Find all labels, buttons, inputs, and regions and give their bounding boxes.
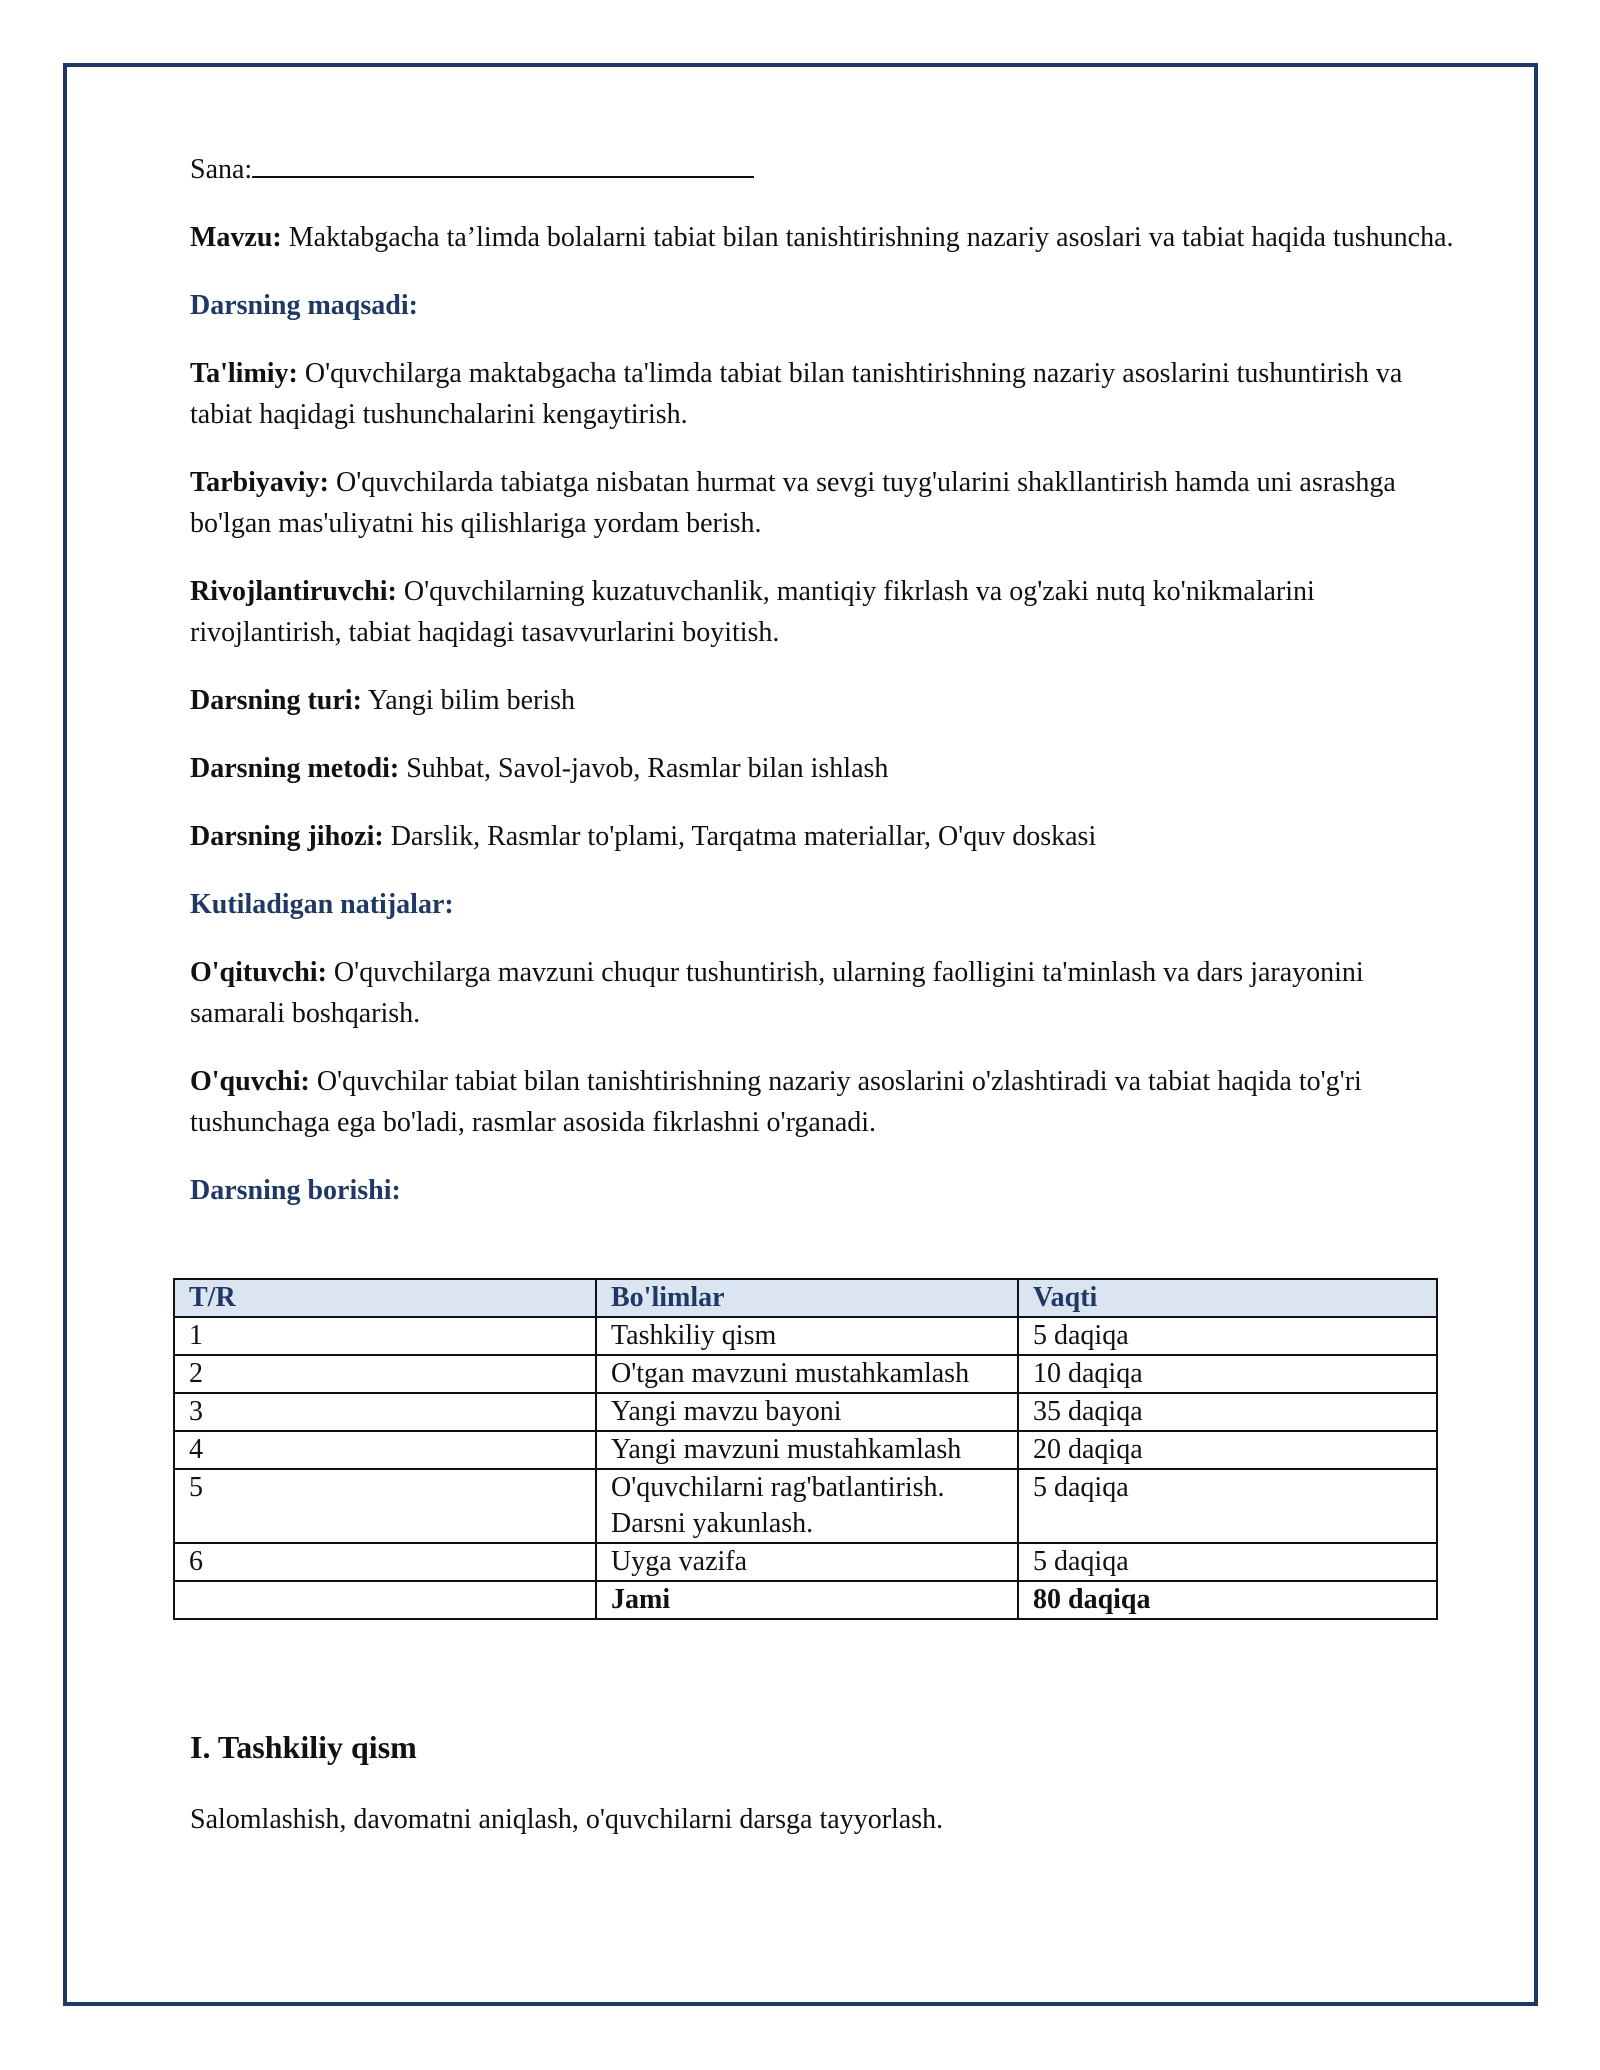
header-time: Vaqti xyxy=(1018,1279,1437,1317)
table-cell: 3 xyxy=(174,1393,596,1431)
table-header-row xyxy=(174,1279,1437,1317)
result-teacher-text: O'quvchilarga mavzuni chuqur tushuntirish, ularning faolligini ta'minlash va dars jarayonini samarali boshqarish. xyxy=(190,957,1364,1029)
table-row xyxy=(174,1393,1437,1431)
table-cell: Yangi mavzu bayoni xyxy=(596,1393,1018,1431)
goal-upbringing-text: O'quvchilarda tabiatga nisbatan hurmat va sevgi tuyg'ularini shakllantirish hamda uni asrashga bo'lgan mas'uliyatni his qilishlariga yordam berish. xyxy=(190,467,1396,539)
section-heading: I. Tashkiliy qism xyxy=(190,1729,417,1765)
result-teacher-label: O'qituvchi: xyxy=(190,957,327,988)
table-cell xyxy=(174,1581,596,1619)
lesson-method-label: Darsning metodi: xyxy=(190,753,400,784)
result-teacher xyxy=(190,952,1460,1034)
topic-label: Mavzu: xyxy=(190,222,282,253)
results-heading: Kutiladigan natijalar: xyxy=(190,889,454,920)
table-row xyxy=(174,1469,1437,1543)
goal-upbringing-label: Tarbiyaviy: xyxy=(190,467,329,498)
table-cell: 4 xyxy=(174,1431,596,1469)
table-cell: 20 daqiqa xyxy=(1018,1431,1437,1469)
table-cell: 5 xyxy=(174,1469,596,1543)
goal-upbringing xyxy=(190,462,1460,544)
date-blank xyxy=(252,148,754,178)
lesson-equipment xyxy=(190,816,1460,857)
lesson-type xyxy=(190,680,1460,721)
lesson-type-text: Yangi bilim berish xyxy=(361,685,576,716)
goal-developmental-label: Rivojlantiruvchi: xyxy=(190,576,397,607)
table-cell: 2 xyxy=(174,1355,596,1393)
result-student xyxy=(190,1061,1460,1143)
table-cell: O'quvchilarni rag'batlantirish. Darsni yakunlash. xyxy=(596,1469,1018,1543)
goal-educational-text: O'quvchilarga maktabgacha ta'limda tabiat bilan tanishtirishning nazariy asoslarini tushuntirish va tabiat haqidagi tushunchalarini kengaytirish. xyxy=(190,358,1403,430)
table-cell: Tashkiliy qism xyxy=(596,1317,1018,1355)
lesson-plan-body xyxy=(190,148,1460,1211)
table-cell: 35 daqiqa xyxy=(1018,1393,1437,1431)
goal-developmental-text: O'quvchilarning kuzatuvchanlik, mantiqiy fikrlash va og'zaki nutq ko'nikmalarini rivojlantirish, tabiat haqidagi tasavvurlarini boyitish. xyxy=(190,576,1315,648)
section-text: Salomlashish, davomatni aniqlash, o'quvchilarni darsga tayyorlash. xyxy=(190,1804,944,1835)
header-sections: Bo'limlar xyxy=(596,1279,1018,1317)
table-cell: Yangi mavzuni mustahkamlash xyxy=(596,1431,1018,1469)
goals-heading: Darsning maqsadi: xyxy=(190,290,418,321)
table-cell: 6 xyxy=(174,1543,596,1581)
goal-educational-label: Ta'limiy: xyxy=(190,358,298,389)
total-label: Jami xyxy=(596,1581,1018,1619)
table-cell: 5 daqiqa xyxy=(1018,1469,1437,1543)
table-cell: 1 xyxy=(174,1317,596,1355)
table-row xyxy=(174,1543,1437,1581)
goal-educational xyxy=(190,353,1460,435)
lesson-equipment-label: Darsning jihozi: xyxy=(190,821,384,852)
lesson-method-text: Suhbat, Savol-javob, Rasmlar bilan ishlash xyxy=(399,753,889,784)
goal-developmental xyxy=(190,571,1460,653)
topic xyxy=(190,217,1460,258)
table-cell: 5 daqiqa xyxy=(1018,1317,1437,1355)
table-total-row xyxy=(174,1581,1437,1619)
table-row xyxy=(174,1355,1437,1393)
topic-text: Maktabgacha ta’limda bolalarni tabiat bilan tanishtirishning nazariy asoslari va tabiat haqida tushuncha. xyxy=(281,222,1454,253)
table-cell: 5 daqiqa xyxy=(1018,1543,1437,1581)
result-student-text: O'quvchilar tabiat bilan tanishtirishning nazariy asoslarini o'zlashtiradi va tabiat haqida to'g'ri tushunchaga ega bo'ladi, rasmlar asosida fikrlashni o'rganadi. xyxy=(190,1066,1362,1138)
progress-heading: Darsning borishi: xyxy=(190,1175,401,1206)
table-cell: O'tgan mavzuni mustahkamlash xyxy=(596,1355,1018,1393)
date-line xyxy=(190,148,1460,190)
lesson-type-label: Darsning turi: xyxy=(190,685,362,716)
section-organizational xyxy=(190,1725,1460,1840)
table-cell: 10 daqiqa xyxy=(1018,1355,1437,1393)
header-number: T/R xyxy=(174,1279,596,1317)
result-student-label: O'quvchi: xyxy=(190,1066,310,1097)
lesson-progress-table xyxy=(173,1278,1438,1620)
total-time: 80 daqiqa xyxy=(1018,1581,1437,1619)
table-row xyxy=(174,1431,1437,1469)
lesson-equipment-text: Darslik, Rasmlar to'plami, Tarqatma materiallar, O'quv doskasi xyxy=(383,821,1097,852)
table-row xyxy=(174,1317,1437,1355)
lesson-method xyxy=(190,748,1460,789)
table-cell: Uyga vazifa xyxy=(596,1543,1018,1581)
date-label: Sana: xyxy=(190,154,253,185)
